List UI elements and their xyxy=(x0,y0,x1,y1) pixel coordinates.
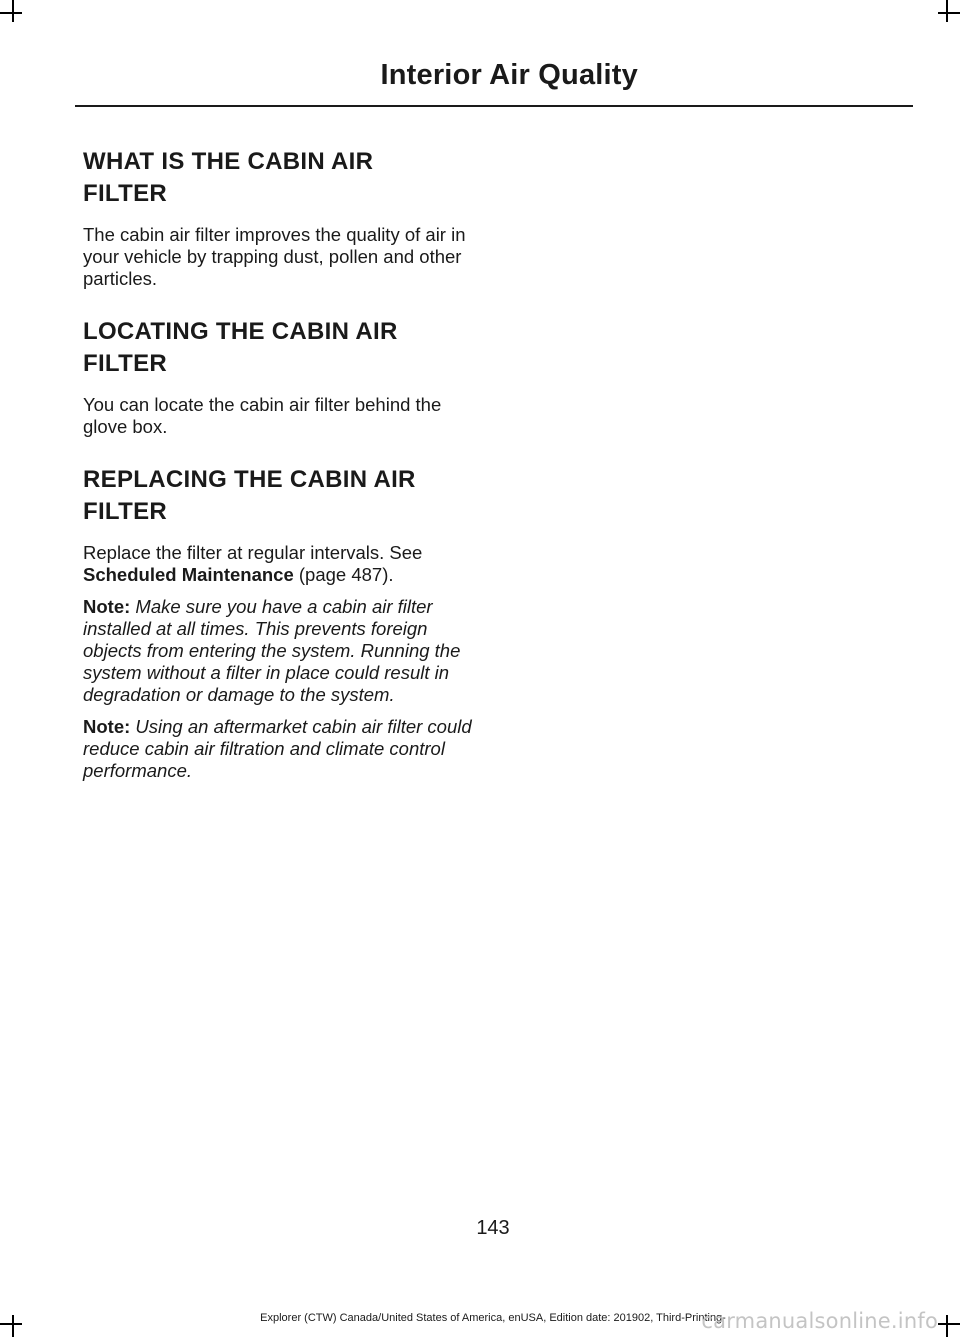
body-paragraph: The cabin air filter improves the quality of air in your vehicle by trapping dust, pollen and other particles. xyxy=(83,224,466,289)
body-text: Replace the filter at regular intervals. See xyxy=(83,542,423,563)
note-text: Using an aftermarket cabin air filter could reduce cabin air filtration and climate control performance. xyxy=(83,716,472,781)
section-heading xyxy=(83,146,475,210)
heading-line: FILTER xyxy=(83,180,168,207)
header-divider xyxy=(75,105,913,107)
crop-mark xyxy=(946,0,948,22)
section-heading xyxy=(83,316,475,380)
note-paragraph xyxy=(83,716,475,782)
section-what-is-filter xyxy=(83,146,475,290)
section-replacing-filter xyxy=(83,464,475,782)
page-reference: (page 487). xyxy=(293,564,394,585)
note-paragraph xyxy=(83,596,475,706)
note-label: Note: xyxy=(83,716,131,737)
scheduled-maintenance-link[interactable]: Scheduled Maintenance xyxy=(83,564,294,585)
body-paragraph xyxy=(83,542,475,586)
page-number: 143 xyxy=(476,1217,510,1239)
note-label: Note: xyxy=(83,596,131,617)
section-heading xyxy=(83,464,475,528)
heading-line: FILTER xyxy=(83,498,168,525)
section-locating-filter xyxy=(83,316,475,438)
crop-mark xyxy=(0,12,22,14)
crop-mark xyxy=(938,12,960,14)
heading-line: WHAT IS THE CABIN AIR xyxy=(83,148,374,175)
heading-line: LOCATING THE CABIN AIR xyxy=(83,318,398,345)
page-title: Interior Air Quality xyxy=(380,59,638,91)
heading-line: FILTER xyxy=(83,350,168,377)
main-content xyxy=(83,146,475,792)
crop-mark xyxy=(12,0,14,22)
watermark: carmanualsonline.info xyxy=(701,1309,938,1333)
edition-footer: Explorer (CTW) Canada/United States of America, enUSA, Edition date: 201902, Third-Printing- xyxy=(260,1312,726,1324)
heading-line: REPLACING THE CABIN AIR xyxy=(83,466,416,493)
note-text: Make sure you have a cabin air filter installed at all times. This prevents foreign objects from entering the system. Running the system without a filter in place could result in degradation or damage to the system. xyxy=(83,596,461,705)
body-paragraph: You can locate the cabin air filter behind the glove box. xyxy=(83,394,442,437)
